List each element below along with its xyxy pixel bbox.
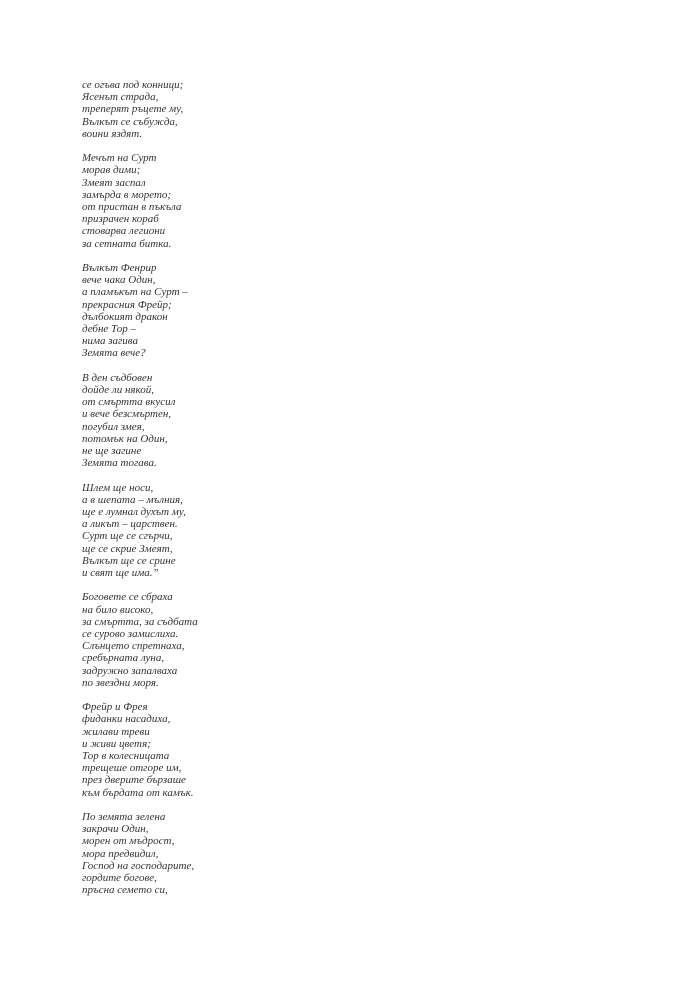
poem-line: вече чака Один, [82,274,156,287]
poem-line: стоварва легиони [82,225,166,238]
poem-line: от пристан в пъкъла [82,201,182,214]
poem-line: мора предвидил, [82,847,159,860]
poem-line: закрачи Один, [82,823,149,836]
poem-line: Шлем ще носи, [82,481,154,494]
poem-stanza [82,811,382,896]
poem-stanza [82,262,382,360]
poem-line: и живи цветя; [82,737,151,750]
poem-line: към бърдата от камък. [82,786,194,799]
poem-stanza [82,701,382,799]
poem-line: за сетната битка. [82,237,172,250]
poem-stanza [82,152,382,250]
poem-line: жилави треви [82,725,150,738]
poem-line: Ясенът страда, [82,91,159,104]
poem-line: Вълкът Фенрир [82,262,157,275]
poem-line: В ден съдбовен [82,371,153,384]
poem-line: Боговете се сбраха [82,591,173,604]
poem-line: трещеше отгоре им, [82,762,182,775]
poem-stanza [82,372,382,470]
poem-text [82,79,382,909]
poem-line: Вълкът ще се срине [82,554,176,567]
poem-line: треперят ръцете му, [82,103,184,116]
poem-line: не ще загине [82,445,142,458]
poem-line: дебне Тор – [82,323,137,336]
poem-line: фиданки насадиха, [82,713,171,726]
poem-line: и свят ще има.” [82,567,159,580]
poem-line: ще се скрие Змеят, [82,542,173,555]
poem-line: морав дими; [82,164,141,177]
poem-line: Тор в колесницата [82,750,170,763]
poem-line: потомък на Один, [82,432,168,445]
poem-line: прекрасния Фрейр; [82,298,172,311]
poem-line: Господ на господарите, [82,859,195,872]
poem-line: Мечът на Сурт [82,152,157,165]
poem-line: По земята зелена [82,811,166,824]
poem-line: и вече безсмъртен, [82,408,172,421]
poem-line: Змеят заспал [82,176,146,189]
poem-line: за смъртта, за съдбата [82,615,198,628]
poem-stanza [82,79,382,140]
poem-line: се огъва под конници; [82,79,184,91]
poem-line: Фрейр и Фрея [82,701,148,714]
poem-line: погубил змея, [82,420,145,433]
poem-line: по звездни моря. [82,676,159,689]
poem-line: на било високо, [82,603,154,616]
poem-line: а ликът – царствен. [82,518,178,531]
poem-line: Сурт ще се сгърчи, [82,530,173,543]
poem-line: Слънцето спретнаха, [82,640,185,653]
poem-line: гордите богове, [82,872,157,885]
poem-line: ще е лумнал духът му, [82,506,186,519]
poem-line: Вълкът се събужда, [82,115,178,128]
poem-line: се сурово замислиха. [82,628,179,641]
poem-line: морен от мъдрост, [82,835,175,848]
poem-stanza [82,591,382,689]
poem-line: дойде ли някой, [82,384,154,397]
poem-stanza [82,482,382,580]
poem-line: от смъртта вкусил [82,396,176,409]
poem-line: Земята вече? [82,347,146,360]
poem-line: задружно запалваха [82,664,178,677]
poem-line: а в шепата – мълния, [82,493,183,506]
poem-line: пръсна семето си, [82,884,168,897]
poem-line: дълбокият дракон [82,310,168,323]
poem-line: воини яздят. [82,127,143,140]
poem-line: нима загива [82,335,139,348]
poem-line: сребърната луна, [82,652,165,665]
poem-line: през дверите бързаше [82,774,186,787]
poem-line: замърда в морето; [82,188,172,201]
poem-line: Земята тогава. [82,457,157,470]
poem-line: призрачен кораб [82,213,159,226]
poem-line: а пламъкът на Сурт – [82,286,188,299]
